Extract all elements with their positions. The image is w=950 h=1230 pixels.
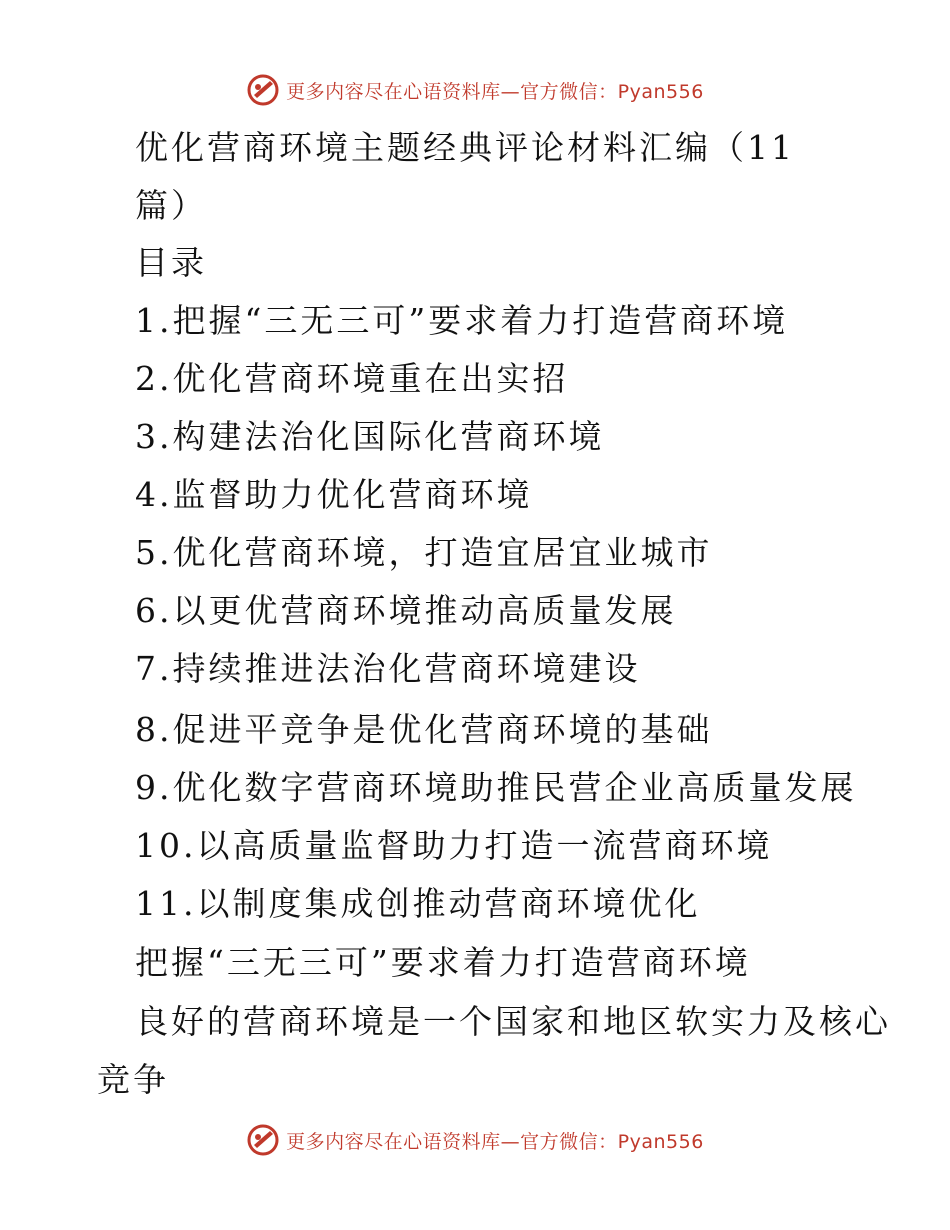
- toc-heading: 目录: [135, 243, 207, 282]
- footer-watermark: [0, 1120, 950, 1160]
- body-paragraph-line-2: 竞争: [97, 1060, 169, 1099]
- toc-item: 9.优化数字营商环境助推民营企业高质量发展: [135, 768, 857, 807]
- toc-item: 7.持续推进法治化营商环境建设: [135, 649, 641, 688]
- toc-item: 2.优化营商环境重在出实招: [135, 359, 569, 398]
- document-title-line-1: 优化营商环境主题经典评论材料汇编（11: [135, 128, 795, 167]
- toc-item: 8.促进平竞争是优化营商环境的基础: [135, 710, 713, 749]
- watermark-text: 更多内容尽在心语资料库—官方微信：Pyan556: [286, 80, 704, 103]
- body-paragraph-line-1: 良好的营商环境是一个国家和地区软实力及核心: [135, 1002, 891, 1041]
- toc-item: 5.优化营商环境，打造宜居宜业城市: [135, 533, 713, 572]
- toc-item: 10.以高质量监督助力打造一流营商环境: [135, 826, 773, 865]
- toc-item: 11.以制度集成创推动营商环境优化: [135, 884, 701, 923]
- section-title: 把握“三无三可”要求着力打造营商环境: [135, 943, 751, 982]
- toc-item: 3.构建法治化国际化营商环境: [135, 417, 605, 456]
- document-title-line-2: 篇）: [135, 186, 207, 225]
- toc-item: 6.以更优营商环境推动高质量发展: [135, 591, 677, 630]
- seal-logo-icon: [246, 73, 280, 107]
- toc-item: 4.监督助力优化营商环境: [135, 475, 533, 514]
- seal-logo-icon: [246, 1123, 280, 1157]
- header-watermark: [0, 70, 950, 110]
- toc-item: 1.把握“三无三可”要求着力打造营商环境: [135, 301, 789, 340]
- watermark-text: 更多内容尽在心语资料库—官方微信：Pyan556: [286, 1130, 704, 1153]
